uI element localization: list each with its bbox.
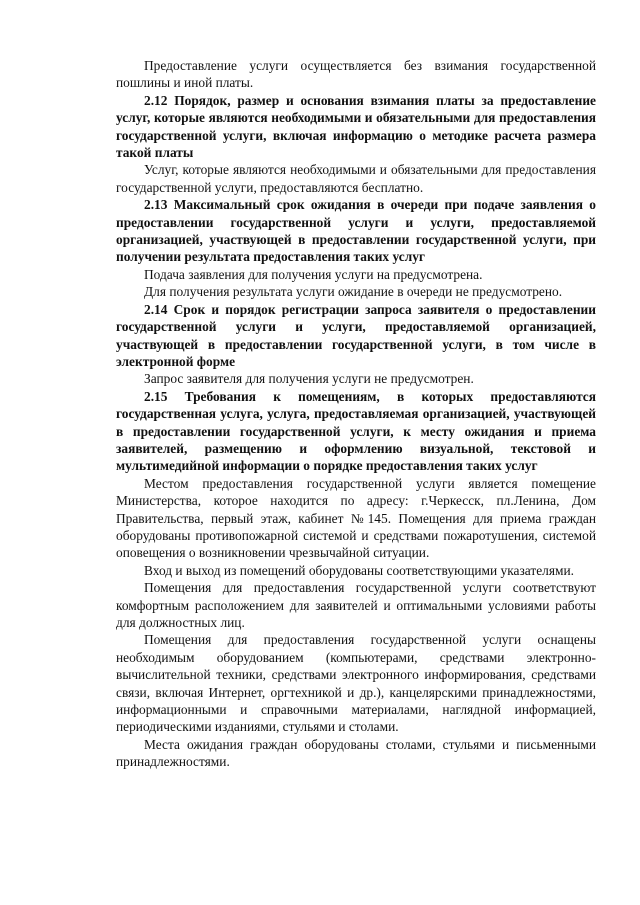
- paragraph-request: Запрос заявителя для получения услуги не предусмотрен.: [144, 371, 474, 387]
- paragraph-fee: Предоставление услуги осуществляется без взимания государственной пошлины и иной платы.: [116, 58, 596, 91]
- document-body: [116, 57, 596, 771]
- paragraph-application: Подача заявления для получения услуги на предусмотрена.: [144, 266, 483, 282]
- heading-2-13: 2.13 Максимальный срок ожидания в очереди при подаче заявления о предоставлении государственной услуги и услуги, предоставляемой организацией, участвующей в предоставлении государственной услуги, при получении результата предоставления таких услуг: [116, 197, 596, 265]
- heading-2-14: 2.14 Срок и порядок регистрации запроса заявителя о предоставлении государственной услуги и услуги, предоставляемой организацией, участвующей в предоставлении государственной услуги, в том числе в электронной форме: [116, 301, 596, 369]
- paragraph-waiting-areas: Места ожидания граждан оборудованы столами, стульями и письменными принадлежностями.: [116, 736, 596, 770]
- paragraph-entrance: Вход и выход из помещений оборудованы соответствующими указателями.: [144, 562, 574, 578]
- heading-2-12: 2.12 Порядок, размер и основания взимания платы за предоставление услуг, которые являются необходимыми и обязательными для предоставления государственной услуги, включая информацию о методике расчета размера такой платы: [116, 92, 596, 161]
- paragraph-equipment: Помещения для предоставления государственной услуги оснащены необходимым оборудованием (компьютерами, средствами электронно-вычислительной техники, средствами электронного информирования, средствами связи, включая Интернет, оргтехникой и др.), канцелярскими принадлежностями, информационными и справочными материалами, наглядной информацией, периодическими изданиями, стульями и столами.: [116, 632, 596, 735]
- paragraph-free-services: Услуг, которые являются необходимыми и обязательными для предоставления государственной услуги, предоставляются бесплатно.: [116, 162, 596, 195]
- heading-2-15: 2.15 Требования к помещениям, в которых предоставляются государственная услуга, услуга, предоставляемая организацией, участвующей в предоставлении государственной услуги, к месту ожидания и приема заявителей, размещению и оформлению визуальной, текстовой и мультимедийной информации о порядке предоставления таких услуг: [116, 388, 596, 474]
- paragraph-waiting: Для получения результата услуги ожидание в очереди не предусмотрено.: [144, 284, 563, 300]
- paragraph-location: Местом предоставления государственной услуги является помещение Министерства, которое находится по адресу: г.Черкесск, пл.Ленина, Дом Правительства, первый этаж, кабинет №145. Помещения для приема граждан оборудованы противопожарной системой и средствами пожаротушения, системой оповещения о возникновении чрезвычайной ситуации.: [116, 475, 596, 561]
- paragraph-comfort: Помещения для предоставления государственной услуги соответствуют комфортным расположением для заявителей и оптимальными условиями работы для должностных лиц.: [116, 580, 596, 630]
